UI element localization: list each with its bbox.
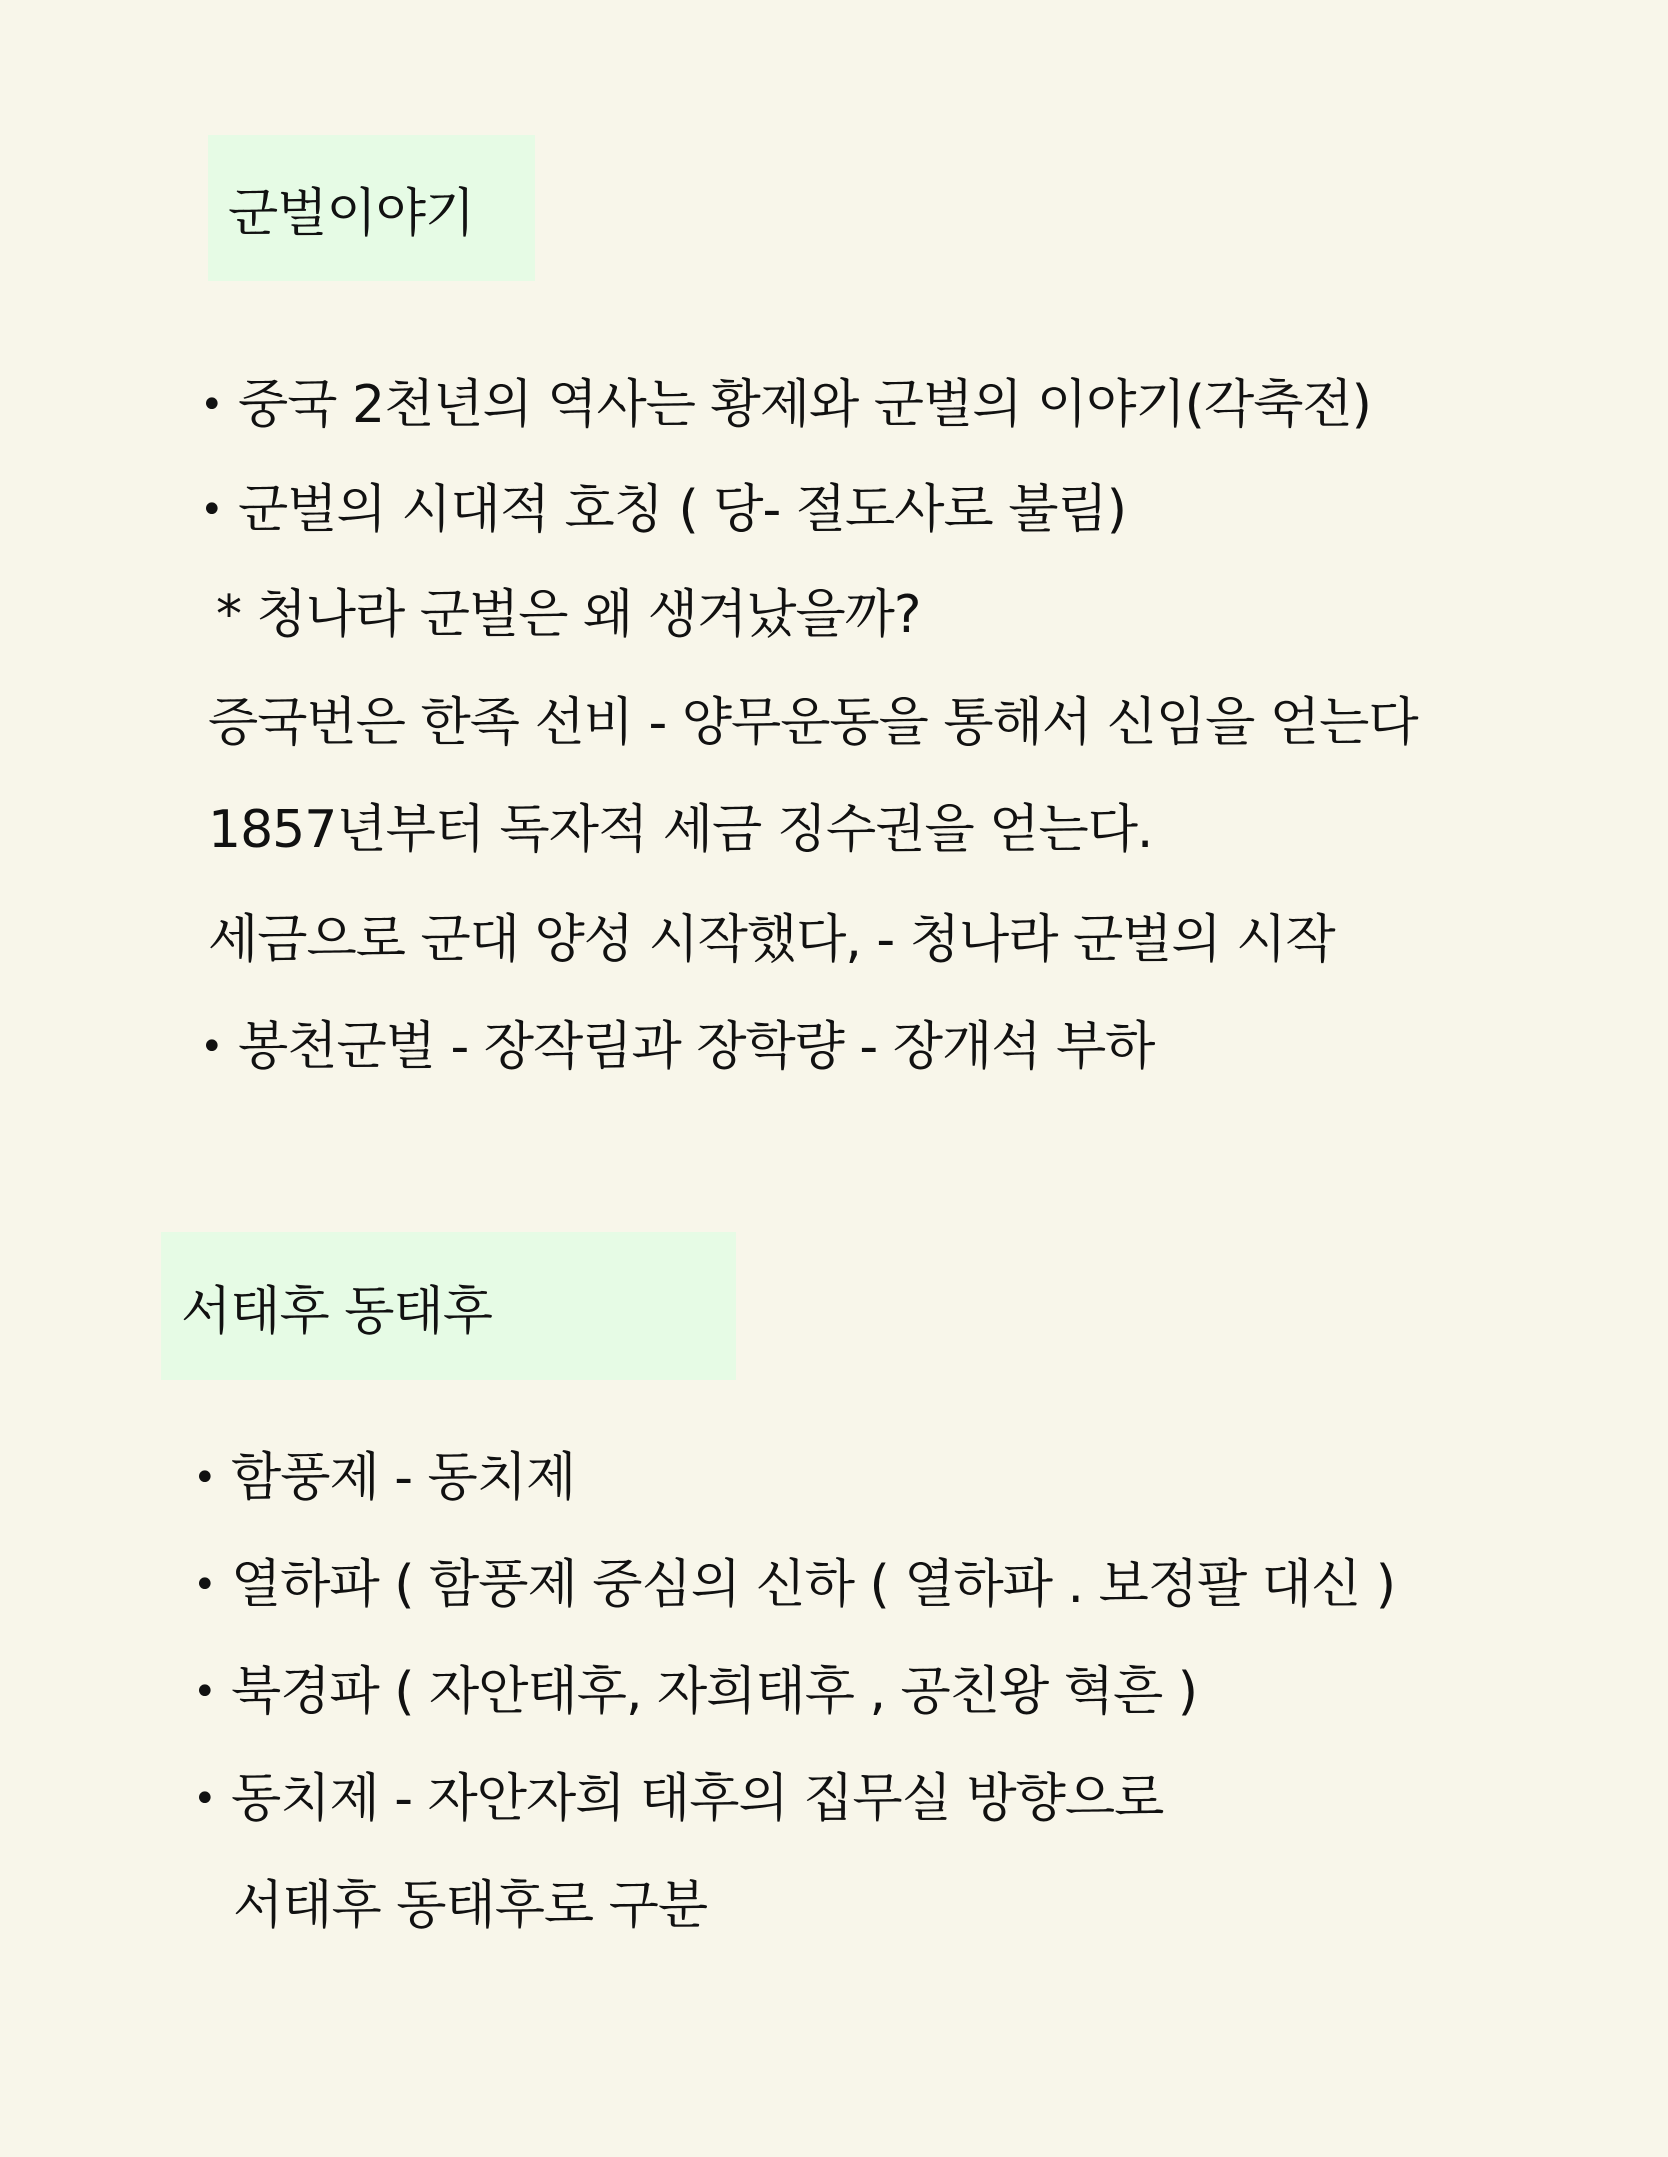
text-line: 서태후 동태후로 구분 [233, 1876, 708, 1936]
bullet-icon: • [200, 1024, 223, 1070]
list-item-text: 함풍제 - 동치제 [231, 1448, 576, 1508]
list-item [200, 475, 1126, 545]
bullet-icon: • [193, 1776, 216, 1822]
list-item [200, 370, 1371, 440]
list-item-text: 중국 2천년의 역사는 황제와 군벌의 이야기(각축전) [238, 375, 1371, 435]
section-heading-text: 서태후 동태후 [181, 1281, 492, 1342]
list-item-text: 열하파 ( 함풍제 중심의 신하 ( 열하파 . 보정팔 대신 ) [231, 1555, 1396, 1615]
text-line: * 청나라 군벌은 왜 생겨났을까? [216, 585, 921, 645]
bullet-icon: • [193, 1455, 216, 1501]
list-item-text: 동치제 - 자안자희 태후의 집무실 방향으로 [231, 1769, 1164, 1829]
section-heading-empresses [161, 1232, 736, 1380]
list-item [193, 1657, 1197, 1727]
bullet-icon: • [193, 1669, 216, 1715]
section-heading-warlords [208, 135, 535, 281]
list-item-text: 북경파 ( 자안태후, 자희태후 , 공친왕 혁흔 ) [231, 1662, 1198, 1722]
bullet-icon: • [200, 487, 223, 533]
list-item-text: 봉천군벌 - 장작림과 장학량 - 장개석 부하 [238, 1017, 1155, 1077]
list-item [193, 1443, 575, 1513]
text-line: 증국번은 한족 선비 - 양무운동을 통해서 신임을 얻는다 [208, 693, 1418, 753]
bullet-icon: • [193, 1562, 216, 1608]
text-line: 1857년부터 독자적 세금 징수권을 얻는다. [208, 800, 1153, 860]
list-item [193, 1550, 1395, 1620]
text-line: 세금으로 군대 양성 시작했다, - 청나라 군벌의 시작 [208, 910, 1335, 970]
list-item [193, 1764, 1163, 1834]
list-item-text: 군벌의 시대적 호칭 ( 당- 절도사로 불림) [238, 480, 1126, 540]
section-heading-text: 군벌이야기 [228, 183, 475, 244]
list-item [200, 1012, 1154, 1082]
bullet-icon: • [200, 382, 223, 428]
